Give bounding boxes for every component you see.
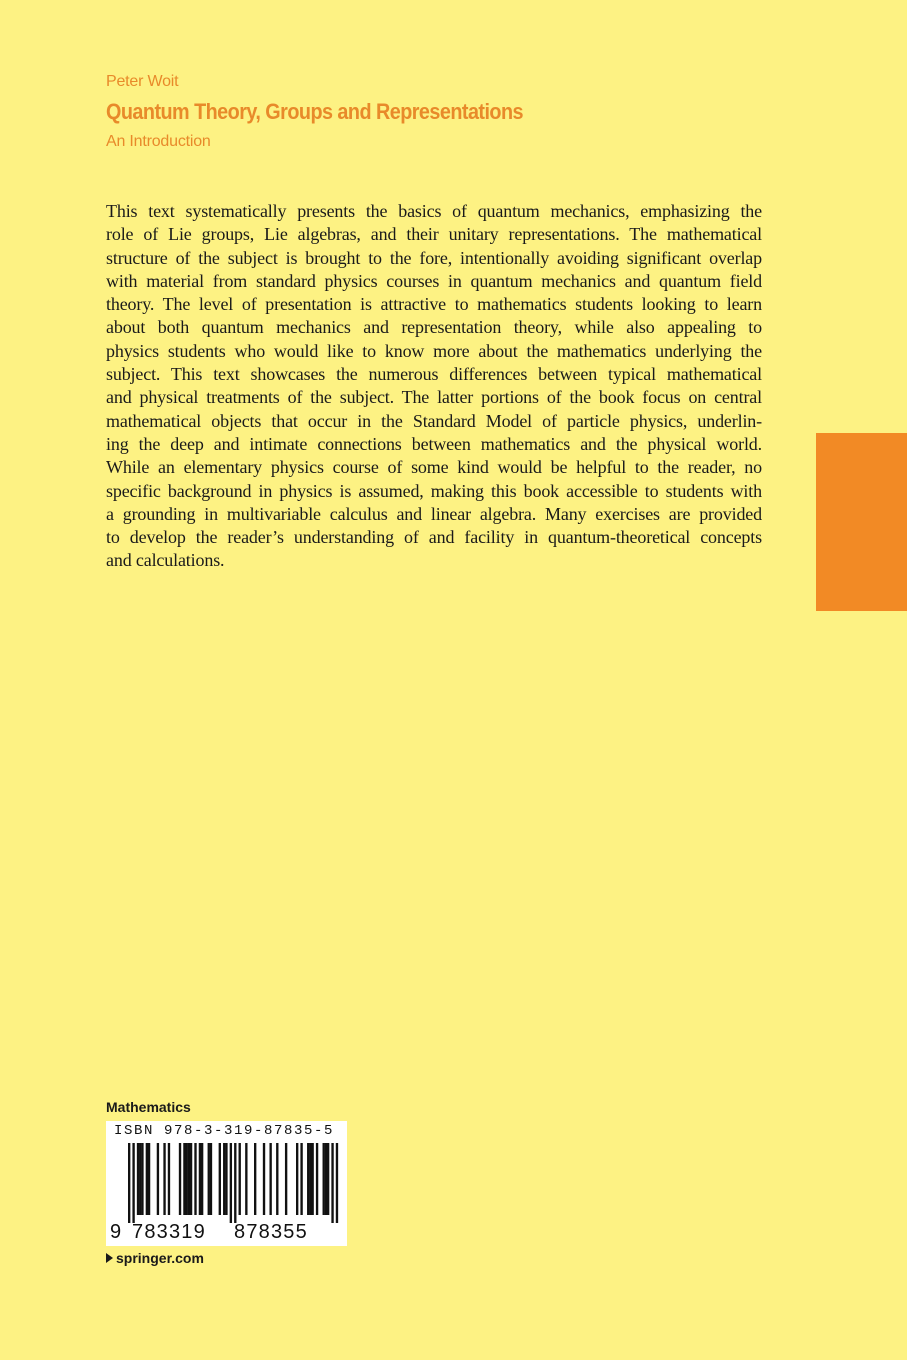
description-line: about both quantum mechanics and representation theory, while also appealing to [106,317,762,338]
description-line: with material from standard physics courses in quantum mechanics and quantum field [106,270,762,291]
book-subtitle: An Introduction [106,133,211,150]
barcode-bar [331,1143,333,1223]
description-line: physics students who would like to know more about the mathematics underlying the [106,340,762,361]
description-line: to develop the reader’s understanding of and facility in quantum-theoretical concepts [106,527,762,548]
description-line: subject. This text showcases the numerous differences between typical mathematical [106,364,762,385]
barcode-bar [146,1143,148,1215]
barcode-bar [128,1143,130,1223]
barcode-bar [219,1143,221,1215]
barcode-bar [336,1143,338,1223]
barcode-bar [210,1143,212,1215]
barcode-bar [263,1143,265,1215]
barcode-bar [137,1143,139,1215]
barcode-bar [199,1143,201,1215]
barcode-bar [201,1143,203,1215]
barcode-bar [208,1143,210,1215]
barcode-bar [183,1143,185,1215]
barcode-bar [132,1143,134,1223]
barcode-bar [323,1143,325,1215]
barcode-bar [185,1143,187,1215]
barcode-bar [225,1143,227,1215]
barcode-bar [311,1143,313,1215]
barcode-bar [139,1143,141,1215]
barcode-bar [316,1143,318,1215]
publisher-link[interactable] [106,1250,204,1266]
barcode-first-digit: 9 [110,1221,122,1243]
barcode-bar [239,1143,241,1215]
barcode-bar [141,1143,143,1215]
barcode-bar [168,1143,170,1215]
orange-spine-tab [816,433,907,611]
subject-category: Mathematics [106,1099,191,1115]
barcode-bar [300,1143,302,1215]
description-line: specific background in physics is assumed, making this book accessible to students with [106,480,762,501]
barcode-bar [325,1143,327,1215]
book-title: Quantum Theory, Groups and Representations [106,99,524,124]
barcode-bar [327,1143,329,1215]
barcode-right-group: 878355 [234,1221,308,1243]
barcode-bar [163,1143,165,1215]
description-line: theory. The level of presentation is attractive to mathematics students looking to learn [106,294,762,315]
book-description [106,200,762,573]
barcode-bar [188,1143,190,1215]
barcode-bars-icon [110,1143,342,1223]
barcode-bar [223,1143,225,1215]
description-line: and calculations. [106,550,225,571]
description-line: This text systematically presents the basics of quantum mechanics, emphasizing the [106,201,762,221]
description-line: mathematical objects that occur in the Standard Model of particle physics, underlin- [106,410,762,431]
description-line: a grounding in multivariable calculus and linear algebra. Many exercises are provided [106,503,762,524]
barcode-bar [245,1143,247,1215]
description-line: While an elementary physics course of some kind would be helpful to the reader, no [106,457,762,478]
barcode-bar [194,1143,196,1215]
barcode-bar [309,1143,311,1215]
barcode-bar [254,1143,256,1215]
barcode-bar [276,1143,278,1215]
isbn-barcode [106,1121,347,1246]
barcode-bar [234,1143,236,1223]
description-line: structure of the subject is brought to the fore, intentionally avoiding significant overlap [106,247,762,268]
barcode-bar [269,1143,271,1215]
barcode-bar [307,1143,309,1215]
description-line: ing the deep and intimate connections between mathematics and the physical world. [106,433,762,454]
barcode-bar [148,1143,150,1215]
publisher-link-text: springer.com [116,1250,204,1266]
barcode-bar [296,1143,298,1215]
barcode-left-group: 783319 [132,1221,206,1243]
isbn-label: ISBN 978-3-319-87835-5 [114,1123,335,1139]
barcode-bar [179,1143,181,1215]
description-line: role of Lie groups, Lie algebras, and their unitary representations. The mathematical [106,224,762,245]
barcode-bar [230,1143,232,1223]
description-line: and physical treatments of the subject. The latter portions of the book focus on central [106,387,762,408]
author-name: Peter Woit [106,73,179,90]
barcode-bar [285,1143,287,1215]
barcode-bar [190,1143,192,1215]
barcode-bar [157,1143,159,1215]
arrow-right-icon [106,1253,113,1263]
